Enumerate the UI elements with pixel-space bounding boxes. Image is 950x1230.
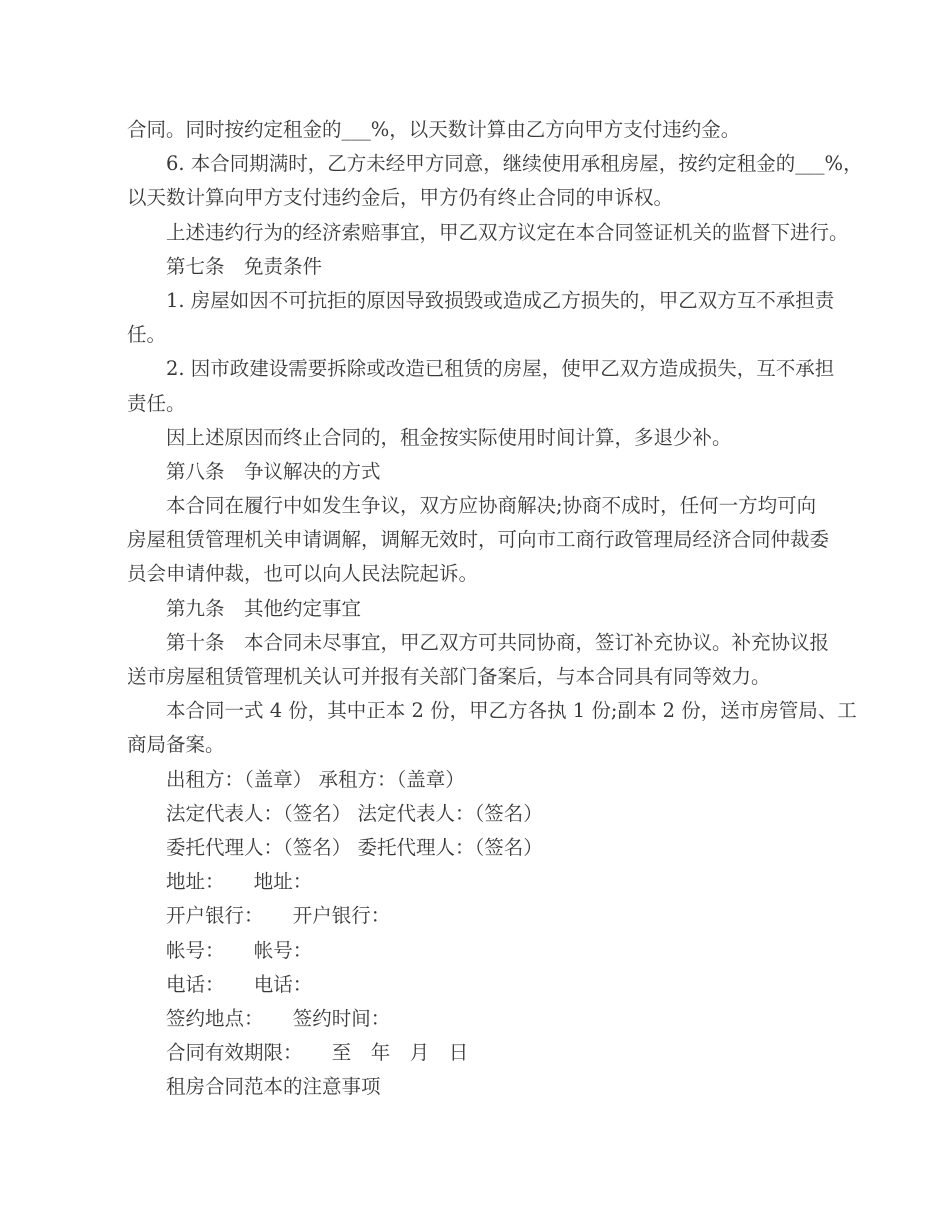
contract-line: 以天数计算向甲方支付违约金后，甲方仍有终止合同的申诉权。 <box>127 186 674 210</box>
contract-line: 第七条 免责条件 <box>127 254 323 278</box>
contract-line: 签约地点： 签约时间： <box>127 1006 391 1030</box>
contract-line: 送市房屋租赁管理机关认可并报有关部门备案后，与本合同具有同等效力。 <box>127 665 771 688</box>
contract-line: 员会申请仲裁，也可以向人民法院起诉。 <box>127 562 479 586</box>
contract-line: 6. 本合同期满时，乙方未经甲方同意，继续使用承租房屋，按约定租金的___%， <box>127 152 863 176</box>
contract-line: 责任。 <box>127 391 186 415</box>
contract-line: 出租方：（盖章） 承租方：（盖章） <box>127 767 465 791</box>
contract-line: 地址： 地址： <box>127 870 313 894</box>
contract-line: 法定代表人：（签名） 法定代表人：（签名） <box>127 801 543 825</box>
contract-line: 房屋租赁管理机关申请调解，调解无效时，可向市工商行政管理局经济合同仲裁委 <box>127 528 830 552</box>
contract-text-body <box>127 113 863 1104</box>
contract-line: 因上述原因而终止合同的，租金按实际使用时间计算，多退少补。 <box>127 425 732 449</box>
contract-line: 商局备案。 <box>127 733 225 757</box>
contract-line: 开户银行： 开户银行： <box>127 904 391 928</box>
contract-line: 2. 因市政建设需要拆除或改造已租赁的房屋，使甲乙双方造成损失，互不承担 <box>127 357 835 381</box>
contract-line: 电话： 电话： <box>127 972 313 996</box>
contract-line: 合同有效期限： 至 年 月 日 <box>127 1041 469 1065</box>
contract-line: 任。 <box>127 323 167 347</box>
contract-line: 租房合同范本的注意事项 <box>127 1075 381 1099</box>
contract-line: 第十条 本合同未尽事宜，甲乙双方可共同协商，签订补充协议。补充协议报 <box>127 630 830 654</box>
contract-line: 上述违约行为的经济索赔事宜，甲乙双方议定在本合同签证机关的监督下进行。 <box>127 220 849 244</box>
contract-line: 1. 房屋如因不可抗拒的原因导致损毁或造成乙方损失的，甲乙双方互不承担责 <box>127 288 835 312</box>
contract-line: 第九条 其他约定事宜 <box>127 596 362 620</box>
contract-line: 合同。同时按约定租金的___%，以天数计算由乙方向甲方支付违约金。 <box>127 118 741 141</box>
contract-line: 第八条 争议解决的方式 <box>127 459 381 483</box>
contract-line: 本合同在履行中如发生争议，双方应协商解决;协商不成时，任何一方均可向 <box>127 494 817 518</box>
contract-line: 委托代理人：（签名） 委托代理人：（签名） <box>127 835 543 859</box>
contract-line: 本合同一式 4 份，其中正本 2 份，甲乙方各执 1 份;副本 2 份，送市房管局、工 <box>127 699 857 723</box>
contract-line: 帐号： 帐号： <box>127 938 313 962</box>
